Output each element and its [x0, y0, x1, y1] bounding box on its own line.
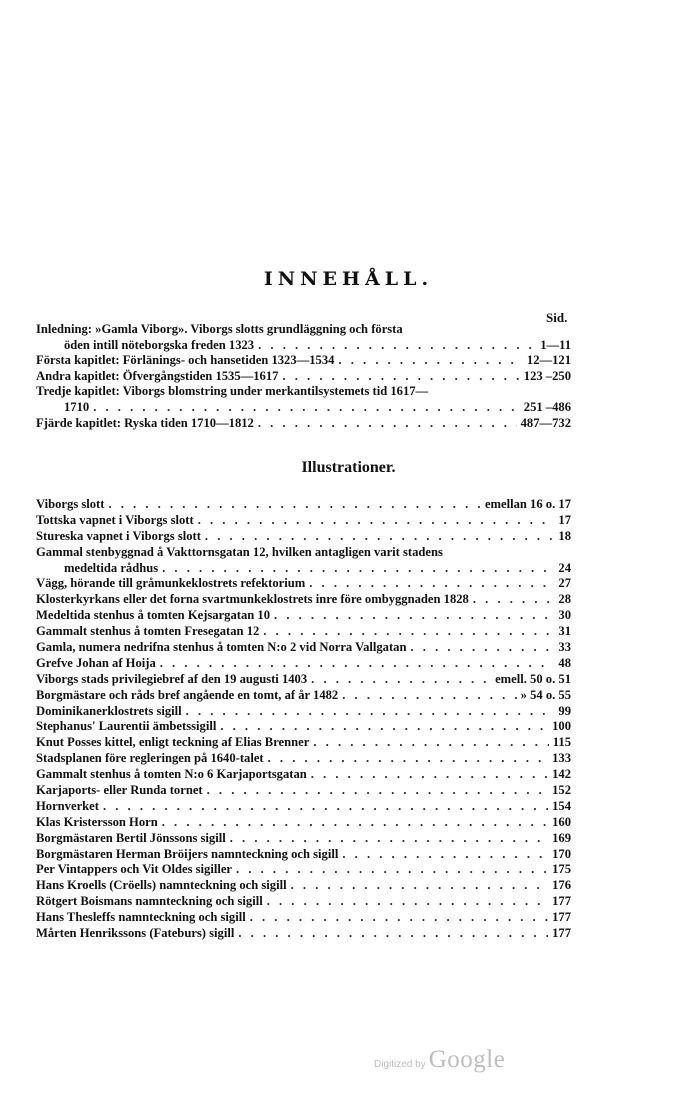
chapter-continuation: 1710 — [64, 399, 90, 414]
illustration-page: 170 — [552, 846, 571, 861]
chapter-page: 251 –486 — [523, 399, 571, 414]
dot-leader — [162, 815, 548, 831]
dot-leader — [342, 847, 548, 863]
chapter-page: 123 –250 — [523, 368, 571, 383]
dot-leader — [258, 338, 536, 354]
dot-leader — [311, 672, 491, 688]
chapter-line — [36, 322, 571, 338]
illustration-label: Viborgs stads privilegiebref af den 19 augusti 1403 — [36, 671, 308, 686]
illustration-label: Gammalt stenhus å tomten Fresegatan 12 — [36, 624, 260, 639]
illustration-page: 177 — [552, 910, 571, 925]
chapter-page: 487—732 — [520, 415, 571, 430]
dot-leader — [473, 592, 555, 608]
illustration-label: Grefve Johan af Hoija — [36, 655, 156, 670]
illustration-line — [36, 719, 571, 735]
chapter-label: Tredje kapitlet: Viborgs blomstring under merkantilsystemets tid 1617— — [36, 384, 429, 399]
illustration-page: 177 — [552, 926, 571, 941]
illustration-line — [36, 513, 571, 529]
illustration-line — [36, 735, 571, 751]
illustration-page: 18 — [558, 528, 571, 543]
illustration-page: 100 — [552, 719, 571, 734]
illustration-label: Rötgert Boismans namnteckning och sigill — [36, 894, 263, 909]
illustration-line — [36, 592, 571, 608]
dot-leader — [282, 369, 519, 385]
illustration-line — [36, 624, 571, 640]
chapter-label: Första kapitlet: Förlänings- och hansetiden 1323—1534 — [36, 353, 335, 368]
chapter-line — [36, 400, 571, 416]
illustration-page: 152 — [552, 783, 571, 798]
chapter-continuation: öden intill nöteborgska freden 1323 — [64, 337, 255, 352]
illustration-page: 48 — [558, 655, 571, 670]
illustration-line — [36, 704, 571, 720]
illustration-label: Per Vintappers och Vit Oldes sigiller — [36, 862, 233, 877]
illustration-line — [36, 894, 571, 910]
illustration-page: emellan 16 o. 17 — [484, 497, 571, 511]
dot-leader — [311, 767, 548, 783]
dot-leader — [207, 783, 549, 799]
illustration-page: 154 — [552, 798, 571, 813]
digitized-watermark — [374, 1046, 505, 1074]
illustrations-heading: Illustrationer. — [301, 459, 396, 476]
illustration-line — [36, 640, 571, 656]
illustration-label: Tottska vapnet i Viborgs slott — [36, 512, 194, 527]
illustration-label: Hans Thesleffs namnteckning och sigill — [36, 910, 246, 925]
dot-leader — [268, 751, 548, 767]
illustration-label: Klas Kristersson Horn — [36, 814, 158, 829]
illustration-page: 30 — [558, 608, 571, 623]
dot-leader — [236, 862, 548, 878]
illustration-line — [36, 799, 571, 815]
illustration-line — [36, 815, 571, 831]
illustration-label: Knut Posses kittel, enligt teckning af Elias Brenner — [36, 735, 310, 750]
illustration-label: Stephanus' Laurentii ämbetssigill — [36, 719, 217, 734]
dot-leader — [410, 640, 554, 656]
dot-leader — [263, 624, 554, 640]
dot-leader — [313, 735, 548, 751]
illustration-label: Dominikanerklostrets sigill — [36, 703, 182, 718]
illustration-label: Stureska vapnet i Viborgs slott — [36, 528, 201, 543]
dot-leader — [93, 400, 520, 416]
illustration-label: Vägg, hörande till gråmunkeklostrets refektorium — [36, 576, 306, 591]
dot-leader — [274, 608, 554, 624]
chapter-label: Andra kapitlet: Öfvergångstiden 1535—1617 — [36, 368, 279, 383]
illustration-line — [36, 831, 571, 847]
illustration-page: 177 — [552, 894, 571, 909]
illustration-page: 115 — [552, 735, 571, 750]
dot-leader — [103, 799, 548, 815]
illustration-page: 27 — [558, 576, 571, 591]
dot-leader — [238, 926, 548, 942]
illustration-page: 28 — [558, 592, 571, 607]
illustration-label: Borgmästaren Herman Bröijers namnteckning och sigill — [36, 846, 339, 861]
illustration-label: Hornverket — [36, 798, 99, 813]
illustration-label: Gammalt stenhus å tomten N:o 6 Karjaportsgatan — [36, 767, 307, 782]
illustration-page: 31 — [558, 624, 571, 639]
chapter-page: 1—11 — [540, 337, 571, 352]
dot-leader — [108, 497, 480, 513]
chapter-line — [36, 369, 571, 385]
illustration-label: Medeltida stenhus å tomten Kejsargatan 10 — [36, 608, 271, 623]
illustration-continuation: medeltida rådhus — [64, 560, 159, 575]
illustration-line — [36, 767, 571, 783]
illustration-label: Viborgs slott — [36, 497, 105, 511]
page-column-label: Sid. — [546, 310, 568, 325]
dot-leader — [205, 529, 555, 545]
chapter-label: Fjärde kapitlet: Ryska tiden 1710—1812 — [36, 415, 254, 430]
dot-leader — [338, 353, 523, 369]
illustration-line — [36, 545, 571, 561]
illustration-line — [36, 529, 571, 545]
chapter-label: Inledning: »Gamla Viborg». Viborgs slotts grundläggning och första — [36, 322, 403, 336]
illustration-line — [36, 862, 571, 878]
illustration-line — [36, 576, 571, 592]
google-logo: Google — [428, 1046, 506, 1073]
illustration-page: 33 — [558, 640, 571, 655]
illustration-list — [36, 497, 571, 942]
illustration-line — [36, 672, 571, 688]
watermark-small-text: Digitized by — [374, 1059, 426, 1070]
illustration-label: Gamla, numera nedrifna stenhus å tomten N:o 2 vid Norra Vallgatan — [36, 640, 407, 655]
illustration-page: emell. 50 o. 51 — [495, 671, 571, 686]
illustration-page: 17 — [558, 512, 571, 527]
illustration-page: 142 — [552, 767, 571, 782]
dot-leader — [162, 561, 554, 577]
chapter-page: 12—121 — [526, 353, 571, 368]
dot-leader — [230, 831, 548, 847]
dot-leader — [309, 576, 554, 592]
illustration-line — [36, 878, 571, 894]
dot-leader — [198, 513, 555, 529]
illustration-label: Klosterkyrkans eller det forna svartmunkeklostrets inre före ombyggnaden 1828 — [36, 592, 469, 607]
illustration-line — [36, 497, 571, 513]
dot-leader — [186, 704, 555, 720]
illustration-label: Borgmästare och råds bref angående en tomt, af år 1482 — [36, 687, 339, 702]
dot-leader — [291, 878, 549, 894]
illustration-line — [36, 561, 571, 577]
dot-leader — [220, 719, 548, 735]
dot-leader — [250, 910, 548, 926]
illustration-line — [36, 751, 571, 767]
dot-leader — [342, 688, 516, 704]
illustration-page: 99 — [558, 703, 571, 718]
illustration-line — [36, 847, 571, 863]
illustration-label: Stadsplanen före regleringen på 1640-talet — [36, 751, 264, 766]
chapter-list — [36, 322, 571, 431]
chapter-line — [36, 353, 571, 369]
illustration-page: » 54 o. 55 — [520, 687, 571, 702]
illustration-label: Hans Kroells (Cröells) namnteckning och sigill — [36, 878, 287, 893]
chapter-line — [36, 384, 571, 400]
illustration-page: 160 — [552, 814, 571, 829]
page-title: INNEHÅLL. — [263, 268, 434, 290]
illustration-line — [36, 688, 571, 704]
illustration-line — [36, 926, 571, 942]
illustration-line — [36, 783, 571, 799]
illustration-page: 176 — [552, 878, 571, 893]
illustration-label: Mårten Henrikssons (Fateburs) sigill — [36, 926, 235, 941]
illustration-line — [36, 656, 571, 672]
dot-leader — [267, 894, 548, 910]
chapter-line — [36, 416, 571, 432]
illustration-page: 175 — [552, 862, 571, 877]
illustration-label: Borgmästaren Bertil Jönssons sigill — [36, 830, 226, 845]
illustration-page: 24 — [558, 560, 571, 575]
dot-leader — [258, 416, 517, 432]
illustration-line — [36, 608, 571, 624]
illustration-label: Gammal stenbyggnad å Vakttornsgatan 12, hvilken antagligen varit stadens — [36, 544, 443, 559]
illustration-line — [36, 910, 571, 926]
illustration-page: 133 — [552, 751, 571, 766]
dot-leader — [160, 656, 555, 672]
chapter-line — [36, 338, 571, 354]
illustration-page: 169 — [552, 830, 571, 845]
illustration-label: Karjaports- eller Runda tornet — [36, 783, 203, 798]
